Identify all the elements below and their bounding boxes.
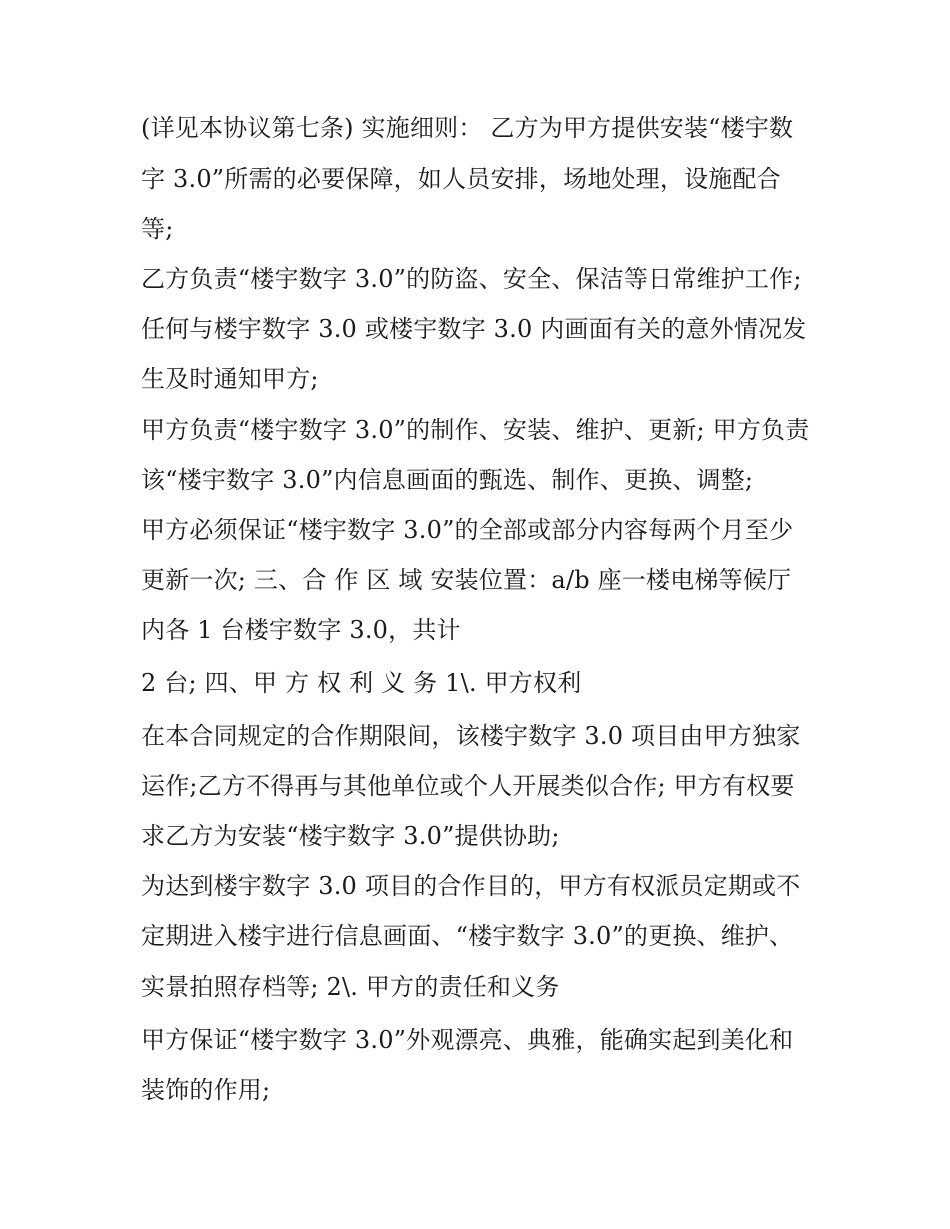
text-line: 求乙方为安装“楼宇数字 3.0”提供协助; <box>141 822 560 850</box>
text-line: (详见本协议第七条) 实施细则： 乙方为甲方提供安装“楼宇数 <box>141 114 794 142</box>
text-line: 任何与楼宇数字 3.0 或楼宇数字 3.0 内画面有关的意外情况发 <box>141 315 807 343</box>
text-line: 甲方负责“楼宇数字 3.0”的制作、安装、维护、更新; 甲方负责 <box>141 416 810 444</box>
text-line: 甲方必须保证“楼宇数字 3.0”的全部或部分内容每两个月至少 <box>141 516 794 544</box>
text-line: 定期进入楼宇进行信息画面、“楼宇数字 3.0”的更换、维护、 <box>141 922 794 950</box>
text-line: 生及时通知甲方; <box>141 365 319 393</box>
text-line: 为达到楼宇数字 3.0 项目的合作目的，甲方有权派员定期或不 <box>141 872 801 900</box>
text-line: 在本合同规定的合作期限间，该楼宇数字 3.0 项目由甲方独家 <box>141 722 801 750</box>
text-line: 装饰的作用; <box>141 1076 271 1104</box>
text-line: 该“楼宇数字 3.0”内信息画面的甄选、制作、更换、调整; <box>141 466 754 494</box>
text-line: 甲方保证“楼宇数字 3.0”外观漂亮、典雅，能确实起到美化和 <box>141 1026 794 1054</box>
text-line: 乙方负责“楼宇数字 3.0”的防盗、安全、保洁等日常维护工作; <box>141 265 802 293</box>
text-line: 实景拍照存档等; 2\. 甲方的责任和义务 <box>141 973 560 1001</box>
text-line: 字 3.0”所需的必要保障，如人员安排，场地处理，设施配合 <box>141 165 781 193</box>
text-line: 更新一次; 三、合 作 区 域 安装位置：a/b 座一楼电梯等候厅 <box>141 566 792 594</box>
text-line: 2 台; 四、甲 方 权 利 义 务 1\. 甲方权利 <box>141 669 582 697</box>
text-line: 等; <box>141 215 174 243</box>
text-line: 运作;乙方不得再与其他单位或个人开展类似合作; 甲方有权要 <box>141 772 795 800</box>
text-line: 内各 1 台楼宇数字 3.0，共计 <box>141 616 461 644</box>
